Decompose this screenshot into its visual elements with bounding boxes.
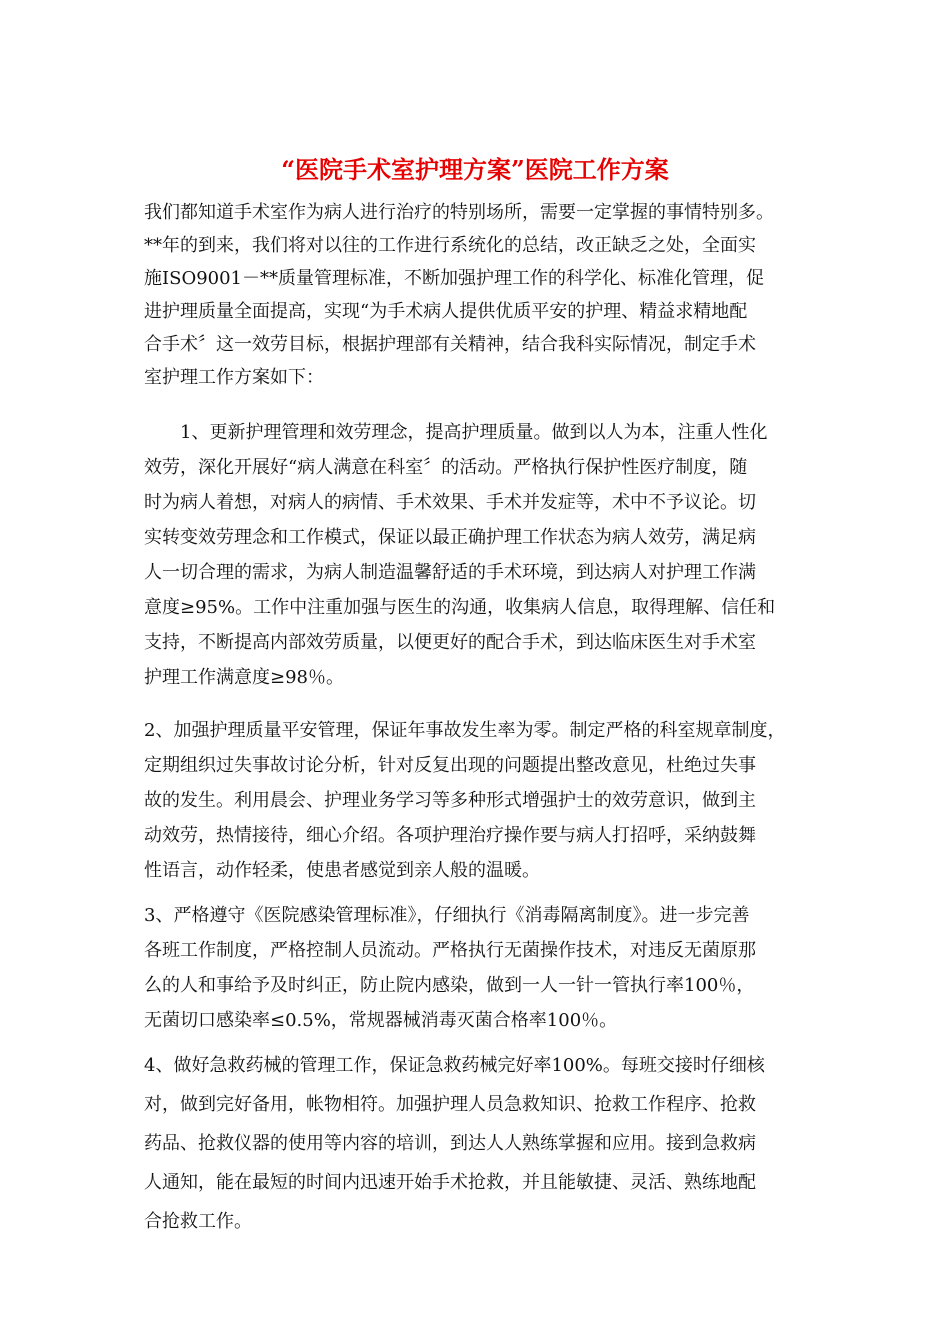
body-line: 合手术〞这一效劳目标，根据护理部有关精神，结合我科实际情况，制定手术 bbox=[144, 334, 756, 355]
body-line: 效劳，深化开展好“病人满意在科室〞的活动。严格执行保护性医疗制度，随 bbox=[144, 457, 748, 478]
body-line: 么的人和事给予及时纠正，防止院内感染，做到一人一针一管执行率100％， bbox=[144, 975, 755, 996]
body-line: 动效劳，热情接待，细心介绍。各项护理治疗操作要与病人打招呼，采纳鼓舞 bbox=[144, 825, 756, 846]
body-line: **年的到来，我们将对以往的工作进行系统化的总结，改正缺乏之处，全面实 bbox=[144, 235, 756, 256]
body-line: 各班工作制度，严格控制人员流动。严格执行无菌操作技术，对违反无菌原那 bbox=[144, 940, 756, 961]
body-line: 时为病人着想，对病人的病情、手术效果、手术并发症等，术中不予议论。切 bbox=[144, 492, 756, 513]
body-line: 定期组织过失事故讨论分析，针对反复出现的问题提出整改意见，杜绝过失事 bbox=[144, 755, 756, 776]
body-line: 我们都知道手术室作为病人进行治疗的特别场所，需要一定掌握的事情特别多。 bbox=[144, 202, 774, 223]
body-line: 支持，不断提高内部效劳质量，以便更好的配合手术，到达临床医生对手术室 bbox=[144, 632, 756, 653]
body-line: 进护理质量全面提高，实现“为手术病人提供优质平安的护理、精益求精地配 bbox=[144, 301, 748, 322]
body-line: 施ISO9001－**质量管理标准，不断加强护理工作的科学化、标准化管理，促 bbox=[144, 268, 765, 289]
body-line: 护理工作满意度≥98％。 bbox=[144, 667, 344, 688]
body-line: 无菌切口感染率≤0.5%，常规器械消毒灭菌合格率100％。 bbox=[144, 1010, 618, 1031]
body-line: 人一切合理的需求，为病人制造温馨舒适的手术环境，到达病人对护理工作满 bbox=[144, 562, 756, 583]
body-line: 意度≥95%。工作中注重加强与医生的沟通，收集病人信息，取得理解、信任和 bbox=[144, 597, 776, 618]
body-line: 4、做好急救药械的管理工作，保证急救药械完好率100%。每班交接时仔细核 bbox=[144, 1055, 765, 1076]
body-line: 室护理工作方案如下： bbox=[144, 367, 324, 388]
body-line: 药品、抢救仪器的使用等内容的培训，到达人人熟练掌握和应用。接到急救病 bbox=[144, 1133, 756, 1154]
body-line: 2、加强护理质量平安管理，保证年事故发生率为零。制定严格的科室规章制度， bbox=[144, 720, 786, 741]
body-line: 1、更新护理管理和效劳理念，提高护理质量。做到以人为本，注重人性化 bbox=[144, 422, 768, 443]
body-line: 对，做到完好备用，帐物相符。加强护理人员急救知识、抢救工作程序、抢救 bbox=[144, 1094, 756, 1115]
body-line: 故的发生。利用晨会、护理业务学习等多种形式增强护士的效劳意识，做到主 bbox=[144, 790, 756, 811]
body-line: 合抢救工作。 bbox=[144, 1211, 252, 1232]
document-title: “医院手术室护理方案”医院工作方案 bbox=[281, 155, 669, 184]
body-line: 实转变效劳理念和工作模式，保证以最正确护理工作状态为病人效劳，满足病 bbox=[144, 527, 756, 548]
body-line: 性语言，动作轻柔，使患者感觉到亲人般的温暖。 bbox=[144, 860, 540, 881]
body-line: 人通知，能在最短的时间内迅速开始手术抢救，并且能敏捷、灵活、熟练地配 bbox=[144, 1172, 756, 1193]
body-line: 3、严格遵守《医院感染管理标准》，仔细执行《消毒隔离制度》。进一步完善 bbox=[144, 905, 750, 926]
